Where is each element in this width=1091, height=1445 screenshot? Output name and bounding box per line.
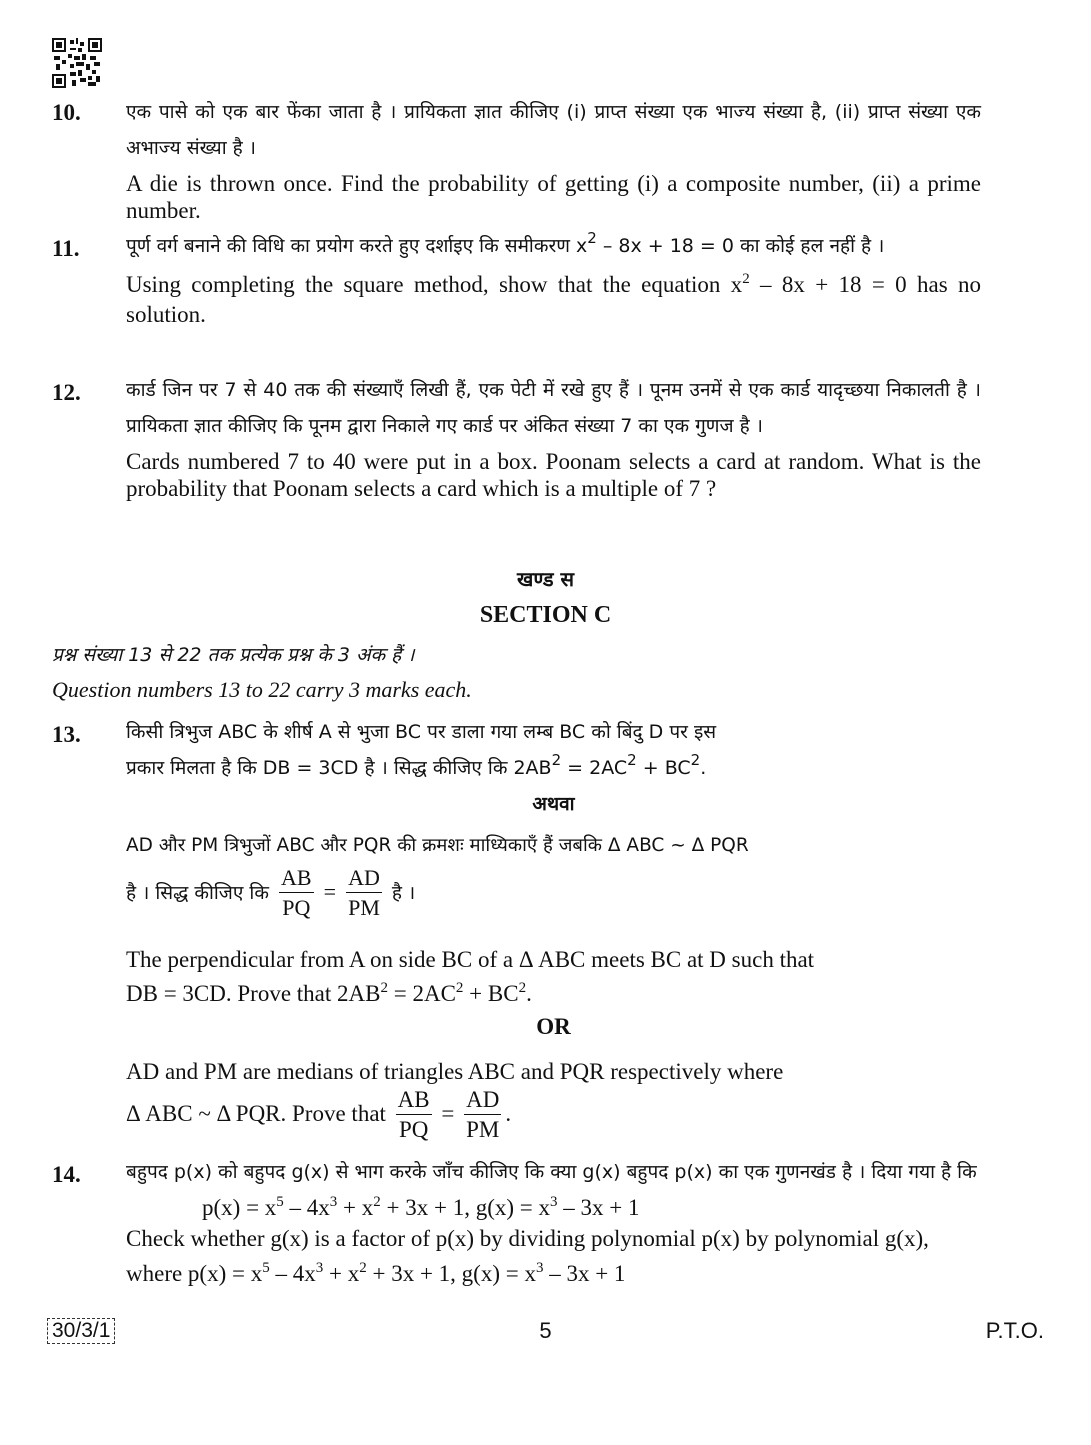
or-label-hindi: अथवा xyxy=(532,793,575,815)
question-text-english: A die is thrown once. Find the probability of getting (i) a composite number, (ii) a prime number. xyxy=(126,171,981,223)
fraction: $\frac{AD}{PM}$ xyxy=(466,1087,500,1143)
question-text-english: Check whether g(x) is a factor of p(x) by dividing polynomial p(x) by polynomial g(x), xyxy=(126,1226,929,1251)
section-title-hindi: खण्ड स xyxy=(516,567,575,591)
fraction: $\frac{AB}{PQ}$ xyxy=(281,865,312,920)
question-number: 10. xyxy=(52,100,81,125)
section-instructions-hindi: प्रश्न संख्या 13 से 22 तक प्रत्येक प्रश्न के 3 अंक हैं । xyxy=(52,644,415,666)
alternative-text-hindi-line: AD और PM त्रिभुजों ABC और PQR की क्रमशः माध्यिकाएँ हैं जबकि Δ ABC ~ Δ PQR xyxy=(126,835,749,856)
polynomial-formula-english: where $p(x) = x^5 - 4x^3 + x^2 + 3x + 1$, $g(x) = x^3 - 3x + 1$ xyxy=(126,1260,626,1286)
question-text-english: Cards numbered 7 to 40 were put in a box. Poonam selects a card at random. What is the probability that Poonam selects a card which is a multiple of 7 ? xyxy=(126,449,981,501)
section-instructions: Question numbers 13 to 22 carry 3 marks each. xyxy=(52,677,472,702)
alternative-text-english-line: AD and PM are medians of triangles ABC and PQR respectively where xyxy=(126,1059,784,1084)
paper-code: 30/3/1 xyxy=(47,1318,115,1344)
polynomial-formula: $p(x) = x^5 - 4x^3 + x^2 + 3x + 1$, $g(x) = x^3 - 3x + 1$ xyxy=(202,1194,640,1220)
question-text-hindi: कार्ड जिन पर 7 से 40 तक की संख्याएँ लिखी हैं, एक पेटी में रखे हुए हैं । पूनम उनमें से एक कार्ड यादृच्छया निकालती है । प्रायिकता ज्ञात कीजिए कि पूनम द्वारा निकाले गए कार्ड पर अंकित संख्या 7 का एक गुणज है । xyxy=(126,379,981,437)
section-title: SECTION C xyxy=(479,602,612,628)
please-turn-over: P.T.O. xyxy=(985,1318,1044,1343)
question-number: 11. xyxy=(52,236,80,261)
alternative-text-english-line: Δ ABC ~ Δ PQR. Prove that $\frac{AB}{PQ}$ = $\frac{AD}{PM}$ . xyxy=(126,1084,511,1145)
question-text-english-line: The perpendicular from A on side BC of a Δ ABC meets BC at D such that xyxy=(126,947,815,972)
question-text-english: Using completing the square method, show that the equation $x^2 - 8x + 18 = 0$ has no solution. xyxy=(126,271,981,327)
question-number: 12. xyxy=(52,380,81,405)
question-number: 13. xyxy=(52,722,81,747)
qr-code-icon xyxy=(52,38,102,88)
question-text-english-line: DB = 3CD. Prove that $2AB^2 = 2AC^2 + BC^2$. xyxy=(126,980,532,1006)
question-text-hindi: बहुपद p(x) को बहुपद g(x) से भाग करके जाँच कीजिए कि क्या g(x) बहुपद p(x) का एक गुणनखंड है । दिया गया है कि xyxy=(126,1161,977,1183)
question-text-hindi-line: प्रकार मिलता है कि DB = 3CD है । सिद्ध कीजिए कि $2AB^2 = 2AC^2 + BC^2$. xyxy=(126,751,707,779)
page-number: 5 xyxy=(539,1318,552,1343)
fraction: $\frac{AD}{PM}$ xyxy=(348,865,380,920)
question-text-hindi: एक पासे को एक बार फेंका जाता है । प्रायिकता ज्ञात कीजिए (i) प्राप्त संख्या एक भाज्य संख्या है, (ii) प्राप्त संख्या एक अभाज्य संख्या है । xyxy=(126,101,981,159)
question-text-hindi: पूर्ण वर्ग बनाने की विधि का प्रयोग करते हुए दर्शाइए कि समीकरण $x^2 - 8x + 18 = 0$ का कोई हल नहीं है । xyxy=(126,229,885,257)
question-number: 14. xyxy=(52,1162,81,1187)
fraction: $\frac{AB}{PQ}$ xyxy=(397,1087,430,1143)
alternative-text-hindi-line: है । सिद्ध कीजिए कि $\frac{AB}{PQ}$ = $\frac{AD}{PM}$ है । xyxy=(126,864,415,923)
or-label: OR xyxy=(536,1014,571,1039)
question-text-hindi-line: किसी त्रिभुज ABC के शीर्ष A से भुजा BC पर डाला गया लम्ब BC को बिंदु D पर इस xyxy=(126,721,717,743)
